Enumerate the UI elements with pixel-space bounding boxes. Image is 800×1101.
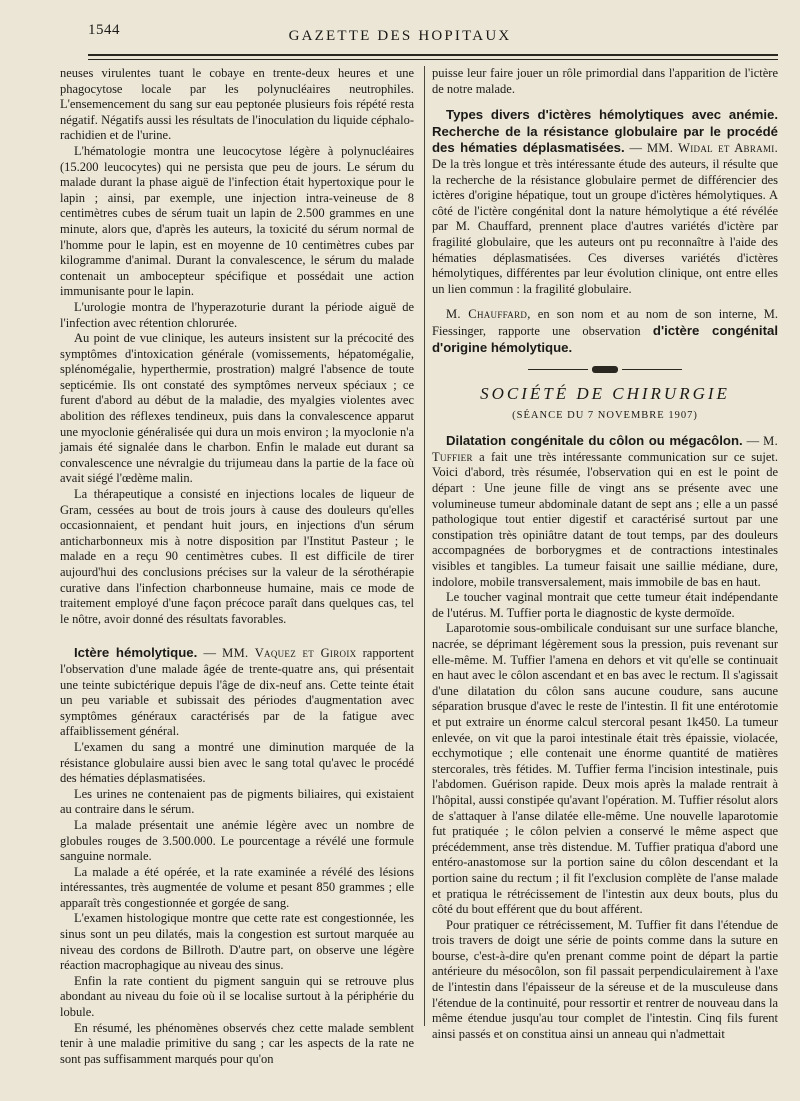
article-body: a fait une très intéressante communication sur ce sujet. Voici d'abord, très résumée, l'observation qui en est le point de départ : Une jeune fille de vingt ans se présente avec une volumineuse tumeur abdominale datant de sept ans ; elle a un passé pathologique tout entier digestif et caractérisé surtout par une constipation très opiniâtre datant de tout temps, par des douleurs accompagnées de borborygmes et de contractions intestinales visibles et tangibles. La tumeur faisait une saillie médiane, dure, indolore, mobile transversalement, mais immobile de bas en haut. xyxy=(432,449,778,589)
paragraph: L'hématologie montra une leucocytose légère à polynucléaires (15.200 leucocytes) qui ne persista que peu de jours. Le sérum du malade durant la phase aiguë de l'infection était hypertoxique pour le lapin ; ainsi, par exemple, une injection intra-veineuse de 8 centimètres cubes de sérum tuait un lapin de 2.500 grammes en une minute, alors que, d'après les auteurs, la toxicité du sérum normal de l'homme pour le lapin, est en moyenne de 10 centimètres cubes par kilogramme d'animal. Durant la convalescence, le sérum du malade contenait un ambocepteur spécifique et possédait une action immunisante pour le lapin. xyxy=(60,143,414,299)
section-ornament xyxy=(432,366,778,372)
paragraph: L'urologie montra de l'hyperazoturie durant la période aiguë de l'infection avec rétention chlorurée. xyxy=(60,299,414,330)
page-number: 1544 xyxy=(88,22,120,38)
paragraph: La thérapeutique a consisté en injections locales de liqueur de Gram, cessées au bout de trois jours à cause des douleurs qu'elles occasionnaient, et pendant huit jours, en injections d'un sérum anticharbonneux mis à notre disposition par l'Institut Pasteur ; le malade en a reçu 90 centimètres cubes. Il est difficile de tirer aujourd'hui des conclusions précises sur la valeur de la sérothérapie curative dans l'infection charbonneuse humaine, mais ce mode de traitement employé d'une façon précoce paraît dans quelques cas, tel le nôtre, avoir donné des résultats favorables. xyxy=(60,487,414,626)
paragraph: En résumé, les phénomènes observés chez cette malade semblent tenir à une maladie primitive du sang ; car les aspects de la rate ne sont pas suffisamment marqués pour qu'on xyxy=(60,1020,414,1066)
author-names: M. Chauffard, xyxy=(446,307,531,322)
article-body: De la très longue et très intéressante étude des auteurs, il résulte que la recherche de la résistance globulaire permet de différencier des ictères d'origine hépatique, tout un groupe d'ictères hémolytiques. A côté de l'ictère congénital dont la nature hémolytique a été révélée par M. Chauffard, prennent place d'autres variétés d'ictère par fragilité globulaire, que les auteurs ont pu reconnaître à l'aide des hématies déplasmatisées. Ces diverses variétés d'ictères hémolytiques, différentes par leur évolution clinique, ont entre elles un lien commun : la fragilité globulaire. xyxy=(432,156,778,296)
left-column xyxy=(60,66,415,1066)
spacer xyxy=(432,97,778,107)
spacer xyxy=(432,297,778,307)
author-names: M. Tuffier xyxy=(432,434,778,464)
paragraph: puisse leur faire jouer un rôle primordial dans l'apparition de l'ictère de notre malade. xyxy=(432,66,778,96)
paragraph: Laparotomie sous-ombilicale conduisant sur une surface blanche, nacrée, se déprimant légèrement sous la pression, puis revenant sur elle-même. M. Tuffier l'amena en dehors et vit qu'elle se continuait en haut avec le côlon ascendant et en bas avec le rectum. Il s'agissait d'une dilatation du côlon sans aucune coudure, sans aucune séparation brusque d'avec le reste de l'intestin. Il fit une entérotomie et put extraire un énorme calcul stercoral pesant 1k450. La tumeur enlevée, on vit que la paroi intestinale était très épaissie, violacée, ecchymotique ; elle contenait une énorme quantité de matières stercorales, très fétides. M. Tuffier ferma l'incision intestinale, puis l'abdomen. Guérison rapide. Deux mois après la malade rentrait à l'hôpital, aussi constipée qu'avant l'opération. M. Tuffier résolut alors de s'attaquer à l'anse dilatée elle-même. Une nouvelle laparotomie fut pratiquée ; le côlon pelvien a conservé le même aspect que précédemment, anse très distendue. M. Tuffier pratiqua d'abord une entéro-anastomose sur la portion saine du côlon descendant et la portion saine du rectum ; il fit l'exclusion complète de l'anse malade et pratiqua le rétrécissement de l'intestin aux deux bouts, plus du côté du bout efférent que du bout afférent. xyxy=(432,621,778,917)
article-heading: Types divers d'ictères hémolytiques avec anémie. Recherche de la résistance globulaire par le procédé des hématies déplasmatisées. xyxy=(432,107,778,156)
header-rule-thick xyxy=(88,54,778,56)
paragraph: neuses virulentes tuant le cobaye en trente-deux heures et une phagocytose locale par les polynucléaires neutrophiles. L'ensemencement du sang sur eau peptonée plusieurs fois répété resta négatif. Négatifs aussi les résultats de l'inoculation du liquide céphalo-rachidien et de l'urine. xyxy=(60,66,414,143)
right-column xyxy=(432,66,778,1041)
paragraph: La malade a été opérée, et la rate examinée a révélé des lésions intéressantes, très augmentée de volume et pesant 850 grammes ; elle apparaît très congestionnée et gorgée de sang. xyxy=(60,864,414,910)
section-session-date: (SÉANCE DU 7 NOVEMBRE 1907) xyxy=(512,409,698,421)
paragraph: Au point de vue clinique, les auteurs insistent sur la précocité des symptômes d'intoxication générale (vomissements, hépatomégalie, splénomégalie, hyperthermie, prostration) malgré l'absence de toute septicémie. Ils ont constaté des symptômes nerveux spéciaux ; ce furent d'abord au début de la maladie, des myalgies violentes avec abolition des réflexes tendineux, puis dans la convalescence apparut une myoclonie généralisée qui dura un mois environ ; la myoclonie n'a jamais été signalée dans le charbon. Enfin le malade eut durant sa convalescence une névralgie du trijumeau dans la partie de la face où avait siégé l'œdème malin. xyxy=(60,331,414,486)
paragraph: L'examen du sang a montré une diminution marquée de la résistance globulaire aussi bien avec le sang total qu'avec le procédé des hématies déplasmatisées. xyxy=(60,739,414,786)
paragraph: La malade présentait une anémie légère avec un nombre de globules rouges de 3.500.000. Le pourcentage a révélé une formule sanguine normale. xyxy=(60,817,414,864)
article-heading: Dilatation congénitale du côlon ou mégacôlon. xyxy=(446,433,743,449)
article-emphasis: d'ictère congénital d'origine hémolytique. xyxy=(432,322,778,355)
article-chauffard xyxy=(432,307,778,356)
header-rule-thin xyxy=(88,59,778,60)
author-names: MM. Vaquez et Giroix xyxy=(222,646,357,661)
section-title: SOCIÉTÉ DE CHIRURGIE xyxy=(480,384,730,404)
article-megacolon: Dilatation congénitale du côlon ou mégacôlon. — M. Tuffier a fait une très intéressante communication sur ce sujet. Voici d'abord, très résumée, l'observation qui en est le point de départ : Une jeune fille de vingt ans se présente avec une volumineuse tumeur abdominale datant de sept ans ; elle a un passé pathologique tout entier digestif et caractérisé surtout par une constipation très opiniâtre datant de tout temps, par des douleurs accompagnées de borborygmes et de contractions intestinales visibles et tangibles. La tumeur faisait une saillie médiane, dure, indolore, mobile transversalement, mais immobile de bas en haut. xyxy=(432,433,778,589)
paragraph: Le toucher vaginal montrait que cette tumeur était indépendante de l'utérus. M. Tuffier porta le diagnostic de kyste dermoïde. xyxy=(432,590,778,620)
spacer xyxy=(60,627,414,645)
column-divider xyxy=(424,66,425,1026)
paragraph: L'examen histologique montre que cette rate est congestionnée, les sinus sont un peu dilatés, mais la congestion est surtout marquée au niveau des cordons de Billroth. D'autre part, on observe une légère réaction macrophagique au niveau des sinus. xyxy=(60,911,414,973)
paragraph: Pour pratiquer ce rétrécissement, M. Tuffier fit dans l'étendue de trois travers de doigt une série de points comme dans la suture en bourse, c'est-à-dire qu'en prenant comme point de départ la partie antérieure du mésocôlon, son fil passait perpendiculairement à l'axe de l'intestin dans l'épaisseur de la séreuse et de la musculeuse dans l'étendue de la continuité, pour ressortir et rentrer de nouveau dans la même étendue jusqu'au tour complet de l'intestin. Cinq fils furent ainsi passés et on constitua ainsi un anneau qui n'admettait xyxy=(432,917,778,1041)
article-body: rapportent l'observation d'une malade âgée de trente-quatre ans, qui présentait une teinte subictérique depuis l'âge de dix-neuf ans. Cette teinte était un peu variable et subissait des périodes d'augmentation avec symptômes généraux caractérisés par de la fatigue avec affaiblissement général. xyxy=(60,646,415,739)
article-types-icteres: Types divers d'ictères hémolytiques avec anémie. Recherche de la résistance globulaire par le procédé des hématies déplasmatisées. — MM. Widal et Abrami. De la très longue et très intéressante étude des auteurs, il résulte que la recherche de la résistance globulaire permet de différencier des ictères d'origine hépatique, tout un groupe d'ictères hémolytiques. A côté de l'ictère congénital dont la nature hémolytique a été révélée par M. Chauffard, prennent place d'autres variétés d'ictère par fragilité globulaire, que les auteurs ont pu reconnaître à l'aide des hématies déplasmatisées. Ces diverses variétés d'ictères hémolytiques, différentes par leur évolution clinique, ont entre elles un lien commun : la fragilité globulaire. xyxy=(432,107,778,296)
paragraph: Enfin la rate contient du pigment sanguin qui se retrouve plus abondant au niveau du foie où il se localise surtout à la périphérie du lobule. xyxy=(60,973,414,1020)
article-heading: Ictère hémolytique. xyxy=(74,645,198,661)
author-names: MM. Widal et Abrami. xyxy=(646,141,778,156)
article-ictere-hemolytique: Ictère hémolytique. — MM. Vaquez et Giroix rapportent l'observation d'une malade âgée de trente-quatre ans, qui présentait une teinte subictérique depuis l'âge de dix-neuf ans. Cette teinte était un peu variable et subissait des périodes d'augmentation avec symptômes généraux caractérisés par de la fatigue avec affaiblissement général. xyxy=(60,645,415,739)
article-body: en son nom et au nom de son interne, M. Fiessinger, rapporte une observation xyxy=(432,307,778,338)
running-title: GAZETTE DES HOPITAUX xyxy=(288,28,512,44)
paragraph: Les urines ne contenaient pas de pigments biliaires, qui existaient au contraire dans le sérum. xyxy=(60,786,414,817)
